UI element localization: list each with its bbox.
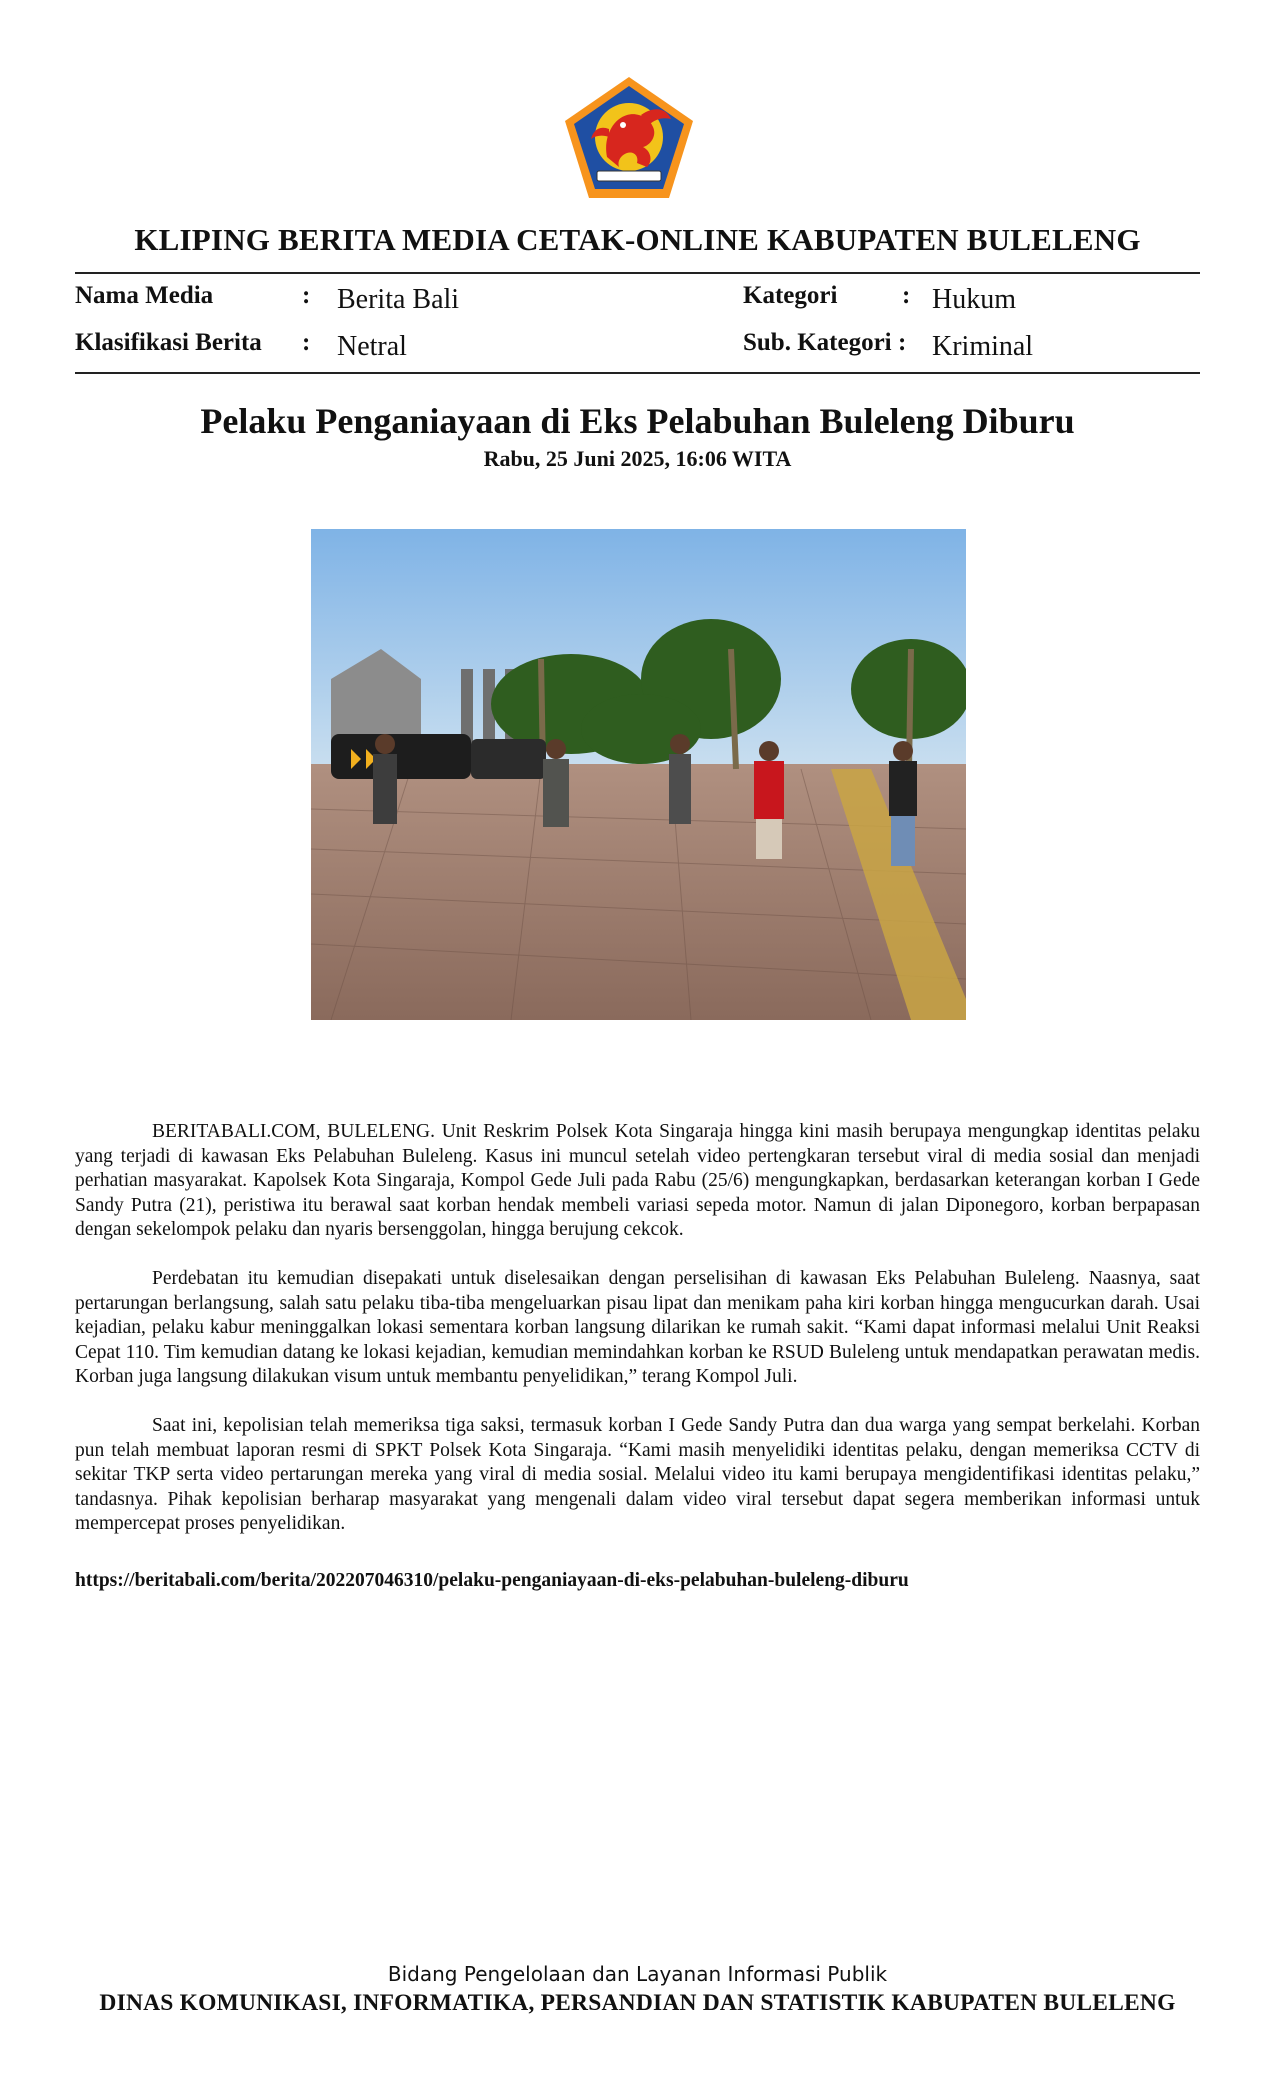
article-paragraph: Saat ini, kepolisian telah memeriksa tiga saksi, termasuk korban I Gede Sandy Putra dan dua warga yang sempat berkelahi. Korban pun telah membuat laporan resmi di SPKT Polsek Kota Singaraja. “Kami masih menyelidiki identitas pelaku, dengan memeriksa CCTV di sekitar TKP serta video pertarungan mereka yang viral di media sosial. Melalui video itu kami berupaya mengidentifikasi identitas pelaku,” tandasnya. Pihak kepolisian berharap masyarakat yang mengenali dalam video viral tersebut dapat segera memberikan informasi untuk mempercepat proses penyelidikan. <box>75 1414 1200 1535</box>
category-label: Kategori <box>743 282 838 309</box>
source-link[interactable]: https://beritabali.com/berita/202207046310/pelaku-penganiayaan-di-eks-pelabuhan-buleleng-diburu <box>75 1570 909 1591</box>
subcategory-value: Kriminal <box>932 331 1034 362</box>
article-headline: Pelaku Penganiayaan di Eks Pelabuhan Buleleng Diburu <box>200 401 1075 441</box>
clipping-title: KLIPING BERITA MEDIA CETAK-ONLINE KABUPATEN BULELENG <box>134 222 1141 257</box>
article-date: Rabu, 25 Juni 2025, 16:06 WITA <box>483 446 792 471</box>
category-colon: : <box>902 282 911 309</box>
classification-label: Klasifikasi Berita <box>75 329 262 356</box>
article-paragraph: Perdebatan itu kemudian disepakati untuk diselesaikan dengan perselisihan di kawasan Eks Pelabuhan Buleleng. Naasnya, saat pertarungan berlangsung, salah satu pelaku tiba-tiba mengeluarkan pisau lipat dan menikam paha kiri korban hingga mengucurkan darah. Usai kejadian, pelaku kabur meninggalkan lokasi sementara korban langsung dilarikan ke rumah sakit. “Kami dapat informasi melalui Unit Reaksi Cepat 110. Tim kemudian datang ke lokasi kejadian, kemudian memindahkan korban ke RSUD Buleleng untuk mendapatkan perawatan medis. Korban juga langsung dilakukan visum untuk membantu penyelidikan,” terang Kompol Juli. <box>75 1267 1200 1388</box>
media-value: Berita Bali <box>337 284 460 315</box>
subcategory-label: Sub. Kategori <box>743 329 892 356</box>
top-divider <box>75 272 1200 274</box>
classification-colon: : <box>302 329 311 356</box>
footer-agency: DINAS KOMUNIKASI, INFORMATIKA, PERSANDIAN DAN STATISTIK KABUPATEN BULELENG <box>99 1990 1176 2016</box>
news-photo <box>311 529 966 1020</box>
bottom-divider <box>75 372 1200 374</box>
category-value: Hukum <box>932 284 1016 315</box>
article-paragraph: BERITABALI.COM, BULELENG. Unit Reskrim Polsek Kota Singaraja hingga kini masih berupaya mengungkap identitas pelaku yang terjadi di kawasan Eks Pelabuhan Buleleng. Kasus ini muncul setelah video pertengkaran tersebut viral di media sosial dan menjadi perhatian masyarakat. Kapolsek Kota Singaraja, Kompol Gede Juli pada Rabu (25/6) mengungkapkan, berdasarkan keterangan korban I Gede Sandy Putra (21), peristiwa itu berawal saat korban hendak membeli variasi sepeda motor. Namun di jalan Diponegoro, korban berpapasan dengan sekelompok pelaku dan nyaris bersenggolan, hingga berujung cekcok. <box>75 1121 1200 1241</box>
footer-division: Bidang Pengelolaan dan Layanan Informasi Publik <box>387 1962 888 1986</box>
media-colon: : <box>302 282 311 309</box>
media-label: Nama Media <box>75 282 214 309</box>
classification-value: Netral <box>337 331 407 362</box>
regency-logo <box>563 75 695 200</box>
subcategory-colon: : <box>898 329 907 356</box>
article-body <box>75 1120 1200 1561</box>
